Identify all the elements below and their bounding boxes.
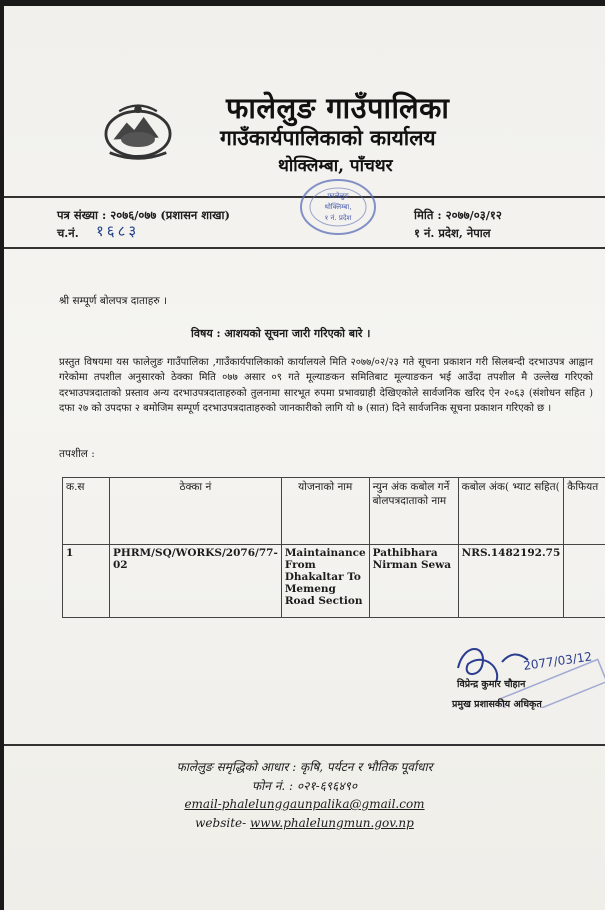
cell-serial: 1 (63, 545, 110, 618)
header-bidder-name: न्युन अंक कबोल गर्ने बोलपत्रदाताको नाम (369, 478, 458, 545)
header-bid-amount: कबोल अंक( भ्याट सहित( (458, 478, 564, 545)
cell-remarks (564, 545, 605, 618)
dispatch-label: च.नं. (57, 226, 79, 240)
header-serial: क.स (63, 478, 110, 545)
office-stamp (297, 176, 379, 238)
footer-website-link[interactable]: www.phalelungmun.gov.np (250, 816, 414, 830)
cell-bid-amount: NRS.1482192.75 (458, 545, 564, 618)
footer-tagline: फालेलुङ समृद्धिको आधार : कृषि, पर्यटन र भौतिक पूर्वाधार (176, 760, 433, 774)
letter-number: पत्र संख्या : २०७६/०७७ (प्रशासन शाखा) (57, 208, 230, 222)
details-label: तपशील : (59, 448, 95, 460)
signatory-name: विप्रेन्द्र कुमार चौहान (457, 679, 526, 690)
subject-line: विषय : आशयको सूचना जारी गरिएको बारे । (191, 327, 371, 340)
table-header-row (63, 478, 605, 545)
nepal-emblem-icon (100, 98, 176, 164)
notice-body: प्रस्तुत विषयमा यस फालेलुङ गाउँपालिका ,गाउँकार्यपालिकाको कार्यालयले मिति २०७७/०२/२३ गते सूचना प्रकाशन गरी सिलबन्दी दरभाउपत्र आह्वान गरेकोमा तपशील अनुसारको ठेक्का मिति ०७७ असार ०९ गते मूल्याङकन समितिबाट मूल्याङकन भई आउँदा तपशील मै उल्लेख गरिएको दरभाउपत्रदाताको प्रस्ताव अन्य दरभाउपत्रदाताहरुको तुलनामा सारभूत रुपमा प्रभावग्राही देखिएकोले सार्वजनिक खरिद ऐन २०६३ (संशोधन सहित ) दफा २७ को उपदफा २ बमोजिम सम्पूर्ण दरभाउपत्रदाताहरुको जानकारीको लागि यो ७ (सात) दिने सार्वजनिक सूचना प्रकाशन गरिएको छ । (59, 357, 593, 415)
notice-document (4, 6, 605, 910)
footer-email: email-phalelunggaunpalika@gmail.com (184, 797, 425, 811)
footer-website-label: website- (195, 816, 247, 830)
office-address: थोक्लिम्बा, पाँचथर (278, 156, 393, 176)
footer-website-line (4, 816, 605, 830)
reference-divider (4, 247, 605, 249)
bid-details-table (62, 477, 605, 618)
office-subtitle: गाउँकार्यपालिकाको कार्यालय (220, 125, 436, 150)
stamp-line-2: थोक्लिम्बा, (324, 203, 352, 211)
header-contract-number: ठेक्का नं (110, 478, 282, 545)
cell-project-name: Maintainance From Dhakaltar To Memeng Road Section (281, 545, 369, 618)
letter-date: मिति : २०७७/०३/१२ (414, 208, 502, 222)
footer-phone: फोन नं. : ०२१-६९६४९० (251, 779, 358, 793)
stamp-line-1: फालेलुङ (327, 192, 349, 200)
cell-contract-number: PHRM/SQ/WORKS/2076/77-02 (110, 545, 282, 618)
salutation: श्री सम्पूर्ण बोलपत्र दाताहरु । (59, 295, 167, 307)
signature-date: 2077/03/12 (522, 649, 593, 673)
municipality-title: फालेलुङ गाउँपालिका (226, 91, 450, 125)
header-project-name: योजनाको नाम (281, 478, 369, 545)
province-label: १ नं. प्रदेश, नेपाल (414, 226, 491, 240)
table-row (63, 545, 605, 618)
dispatch-number-handwritten: १६८३ (96, 222, 140, 240)
cell-bidder-name: Pathibhara Nirman Sewa (369, 545, 458, 618)
signatory-title: प्रमुख प्रशासकीय अधिकृत (452, 699, 542, 710)
footer-divider (4, 744, 605, 746)
header-remarks: कैफियत (564, 478, 605, 545)
stamp-line-3: १ नं. प्रदेश (324, 214, 352, 222)
